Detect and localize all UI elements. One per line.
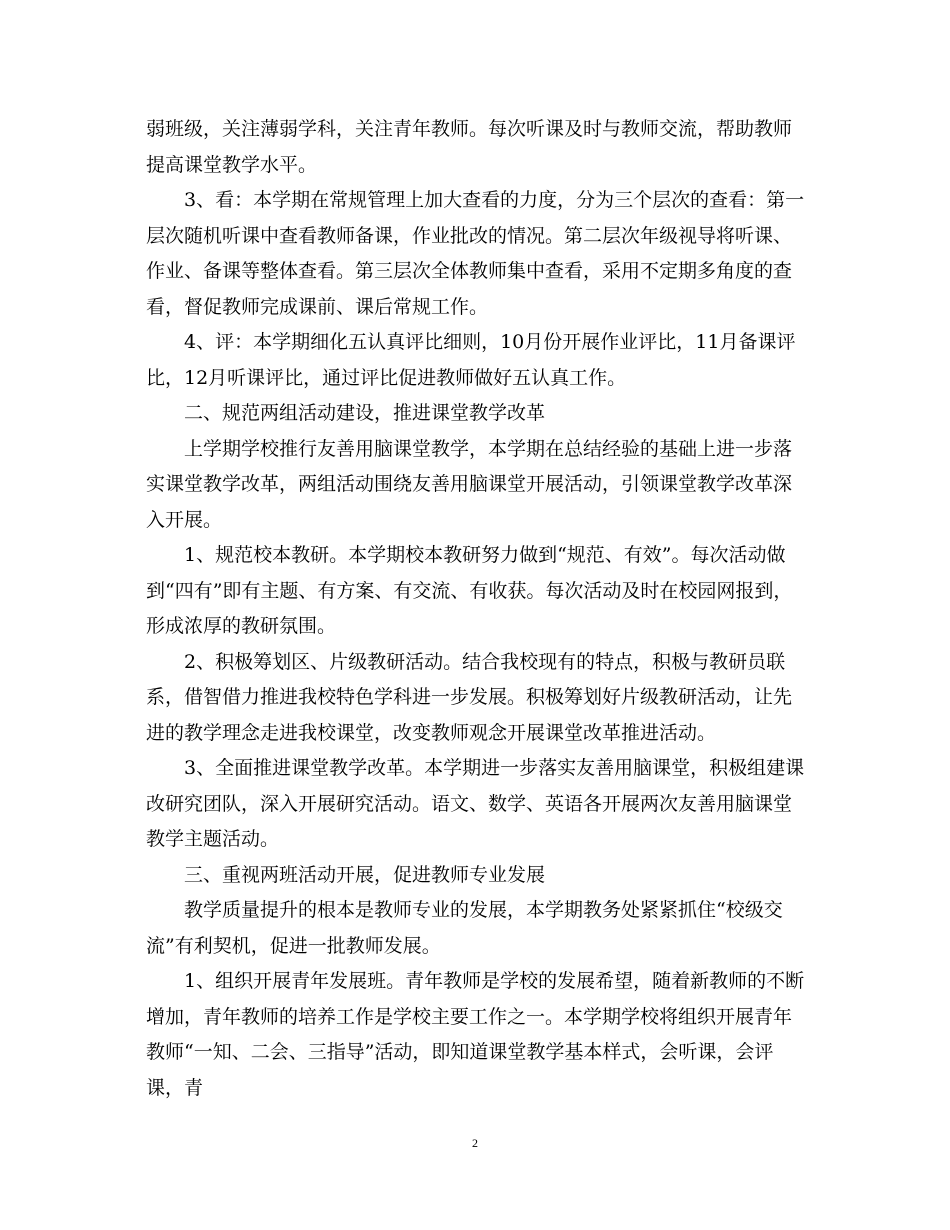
paragraph: 4、评：本学期细化五认真评比细则，10月份开展作业评比，11月备课评比，12月听课评比，通过评比促进教师做好五认真工作。 (146, 331, 796, 389)
paragraph: 弱班级，关注薄弱学科，关注青年教师。每次听课及时与教师交流，帮助教师提高课堂教学水平。 (146, 118, 793, 176)
section-heading: 三、重视两班活动开展，促进教师专业发展 (184, 863, 546, 886)
section-heading: 二、规范两组活动建设，推进课堂教学改革 (184, 402, 546, 424)
paragraph: 1、组织开展青年发展班。青年教师是学校的发展希望，随着新教师的不断增加，青年教师的培养工作是学校主要工作之一。本学期学校将组织开展青年教师“一知、二会、三指导”活动，即知道课堂教学基本样式，会听课，会评课，青 (146, 970, 805, 1099)
paragraph: 教学质量提升的根本是教师专业的发展，本学期教务处紧紧抓住“校级交流”有利契机，促进一批教师发展。 (146, 899, 783, 957)
paragraph: 上学期学校推行友善用脑课堂教学，本学期在总结经验的基础上进一步落实课堂教学改革，两组活动围绕友善用脑课堂开展活动，引领课堂教学改革深入开展。 (146, 437, 793, 531)
page-number: 2 (472, 1136, 478, 1150)
paragraph: 3、全面推进课堂教学改革。本学期进一步落实友善用脑课堂，积极组建课改研究团队，深入开展研究活动。语文、数学、英语各开展两次友善用脑课堂教学主题活动。 (146, 757, 805, 850)
paragraph: 1、规范校本教研。本学期校本教研努力做到“规范、有效”。每次活动做到“四有”即有主题、有方案、有交流、有收获。每次活动及时在校园网报到，形成浓厚的教研氛围。 (146, 544, 793, 637)
document-body (146, 112, 806, 1106)
paragraph: 2、积极筹划区、片级教研活动。结合我校现有的特点，积极与教研员联系，借智借力推进我校特色学科进一步发展。积极筹划好片级教研活动，让先进的教学理念走进我校课堂，改变教师观念开展课堂改革推进活动。 (146, 650, 793, 744)
paragraph: 3、看：本学期在常规管理上加大查看的力度，分为三个层次的查看：第一层次随机听课中查看教师备课，作业批改的情况。第二层次年级视导将听课、作业、备课等整体查看。第三层次全体教师集中查看，采用不定期多角度的查看，督促教师完成课前、课后常规工作。 (146, 189, 805, 318)
